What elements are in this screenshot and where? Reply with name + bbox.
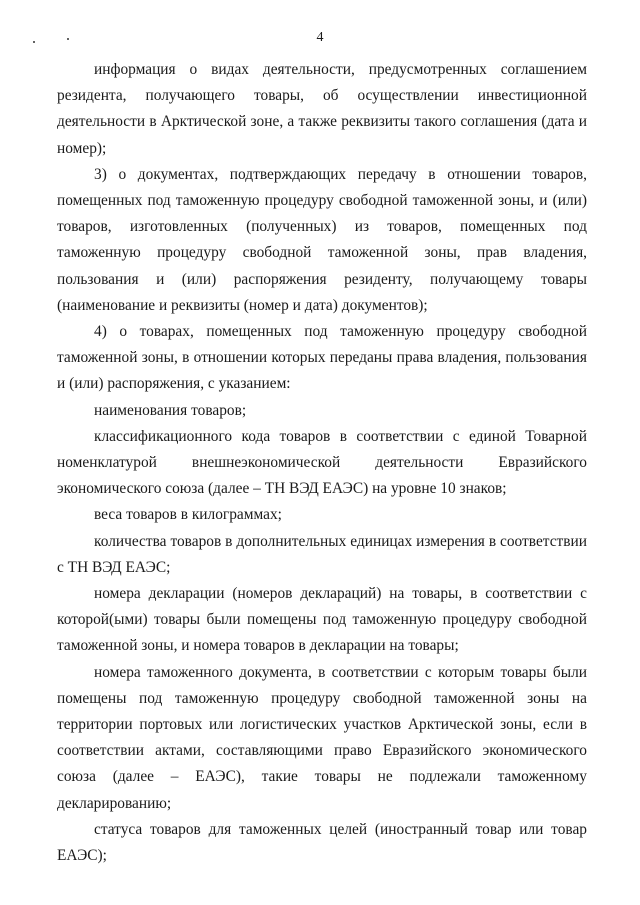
paragraph-goods-status: статуса товаров для таможенных целей (иностранный товар или товар ЕАЭС); [57,820,587,865]
paragraph-quantity: количества товаров в дополнительных единицах измерения в соответствии с ТН ВЭД ЕАЭС; [57,532,587,576]
paragraph-item-4-goods: 4) о товарах, помещенных под таможенную процедуру свободной таможенной зоны, в отношении которых переданы права владения, пользования и (или) распоряжения, с указанием: [57,323,587,393]
page-number: 4 [316,30,324,45]
paragraph-declaration-numbers: номера декларации (номеров деклараций) на товары, в соответствии с которой(ыми) товары были помещены под таможенную процедуру свободной таможенной зоны, и номера товаров в декларации на товары; [57,585,587,655]
paragraph-item-3-documents: 3) о документах, подтверждающих передачу в отношении товаров, помещенных под таможенную процедуру свободной таможенной зоны, и (или) товаров, изготовленных (полученных) из товаров, помещенных под таможенную процедуру свободной таможенной зоны, прав владения, пользования и (или) распоряжения резиденту, получающему товары (наименование и реквизиты (номер и дата) документов); [57,165,587,314]
paragraph-weight: веса товаров в килограммах; [94,506,282,524]
paragraph-customs-document: номера таможенного документа, в соответствии с которым товары были помещены под таможенную процедуру свободной таможенной зоны на территории портовых или логистических участков Арктической зоны, если в соответствии актами, составляющими право Евразийского экономического союза (далее – ЕАЭС), такие товары не подлежали таможенному декларированию; [57,663,587,812]
paragraph-investment-info: информация о видах деятельности, предусмотренных соглашением резидента, получающего товары, об осуществлении инвестиционной деятельности в Арктической зоне, а также реквизиты такого соглашения (дата и номер); [57,61,587,157]
paragraph-goods-names: наименования товаров; [94,401,247,419]
paragraph-classification-code: классификационного кода товаров в соответствии с единой Товарной номенклатурой внешнеэкономической деятельности Евразийского экономического союза (далее – ТН ВЭД ЕАЭС) на уровне 10 знаков; [57,427,587,498]
document-body [57,57,587,869]
